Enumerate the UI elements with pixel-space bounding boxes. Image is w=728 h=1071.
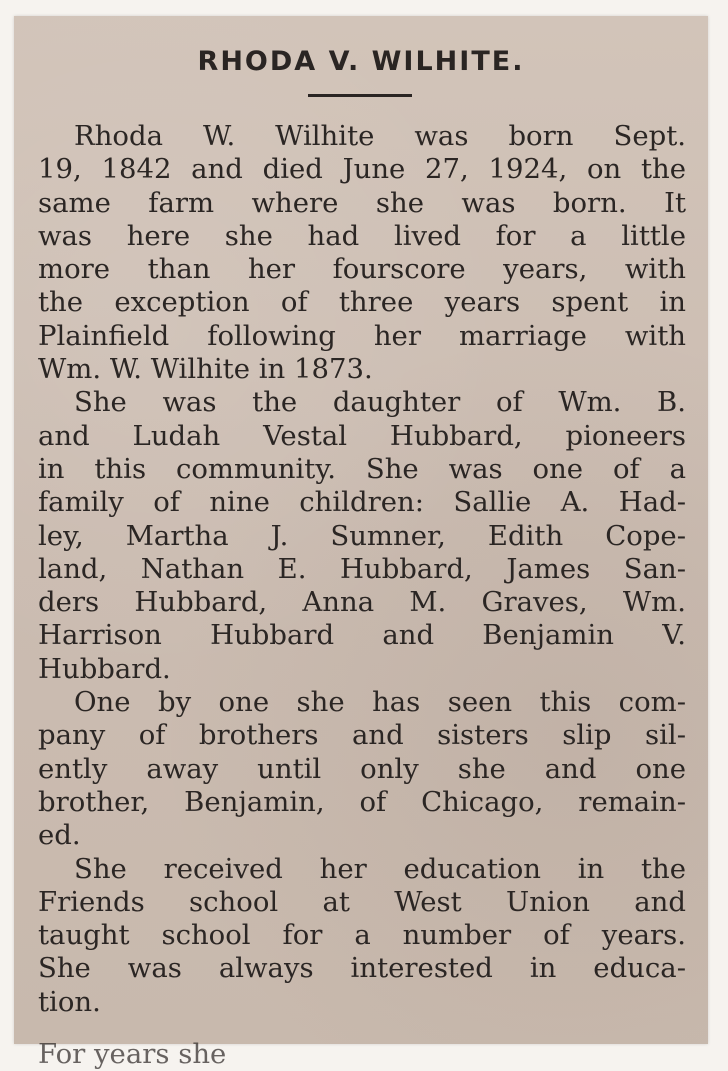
text-line: brother, Benjamin, of Chicago, remain- [38, 785, 686, 818]
text-line: Harrison Hubbard and Benjamin V. [38, 619, 686, 652]
article-body [38, 120, 686, 1019]
text-line: ently away until only she and one [38, 752, 686, 785]
text-line: tion. [38, 985, 101, 1018]
text-line: taught school for a number of years. [38, 919, 686, 952]
text-line: the exception of three years spent in [38, 286, 686, 319]
text-line: pany of brothers and sisters slip sil- [38, 719, 686, 752]
text-line: Wm. W. Wilhite in 1873. [38, 353, 373, 386]
text-line: ders Hubbard, Anna M. Graves, Wm. [38, 586, 686, 619]
text-line: more than her fourscore years, with [38, 253, 686, 286]
text-line: 19, 1842 and died June 27, 1924, on the [38, 153, 686, 186]
text-line: Rhoda W. Wilhite was born Sept. [74, 120, 686, 152]
newspaper-clipping [14, 16, 708, 1070]
text-line: She was always interested in educa- [38, 952, 686, 985]
cutoff-text: For years she [38, 1038, 227, 1070]
text-line: same farm where she was born. It [38, 186, 686, 219]
text-line: One by one she has seen this com- [74, 686, 686, 719]
text-line: and Ludah Vestal Hubbard, pioneers [38, 419, 686, 452]
text-line: Hubbard. [38, 652, 171, 685]
text-line: She was the daughter of Wm. B. [74, 386, 686, 419]
text-line: family of nine children: Sallie A. Had- [38, 486, 686, 519]
text-line: ed. [38, 819, 81, 852]
text-line: was here she had lived for a little [38, 219, 686, 252]
cutoff-line [38, 1032, 338, 1070]
text-line: in this community. She was one of a [38, 452, 686, 485]
headline: RHODA V. WILHITE. [197, 46, 525, 77]
text-line: Plainfield following her marriage with [38, 319, 686, 352]
text-line: Friends school at West Union and [38, 885, 686, 918]
text-line: land, Nathan E. Hubbard, James San- [38, 552, 686, 585]
text-line: ley, Martha J. Sumner, Edith Cope- [38, 519, 686, 552]
text-line: She received her education in the [74, 852, 686, 885]
headline-rule [308, 94, 412, 97]
